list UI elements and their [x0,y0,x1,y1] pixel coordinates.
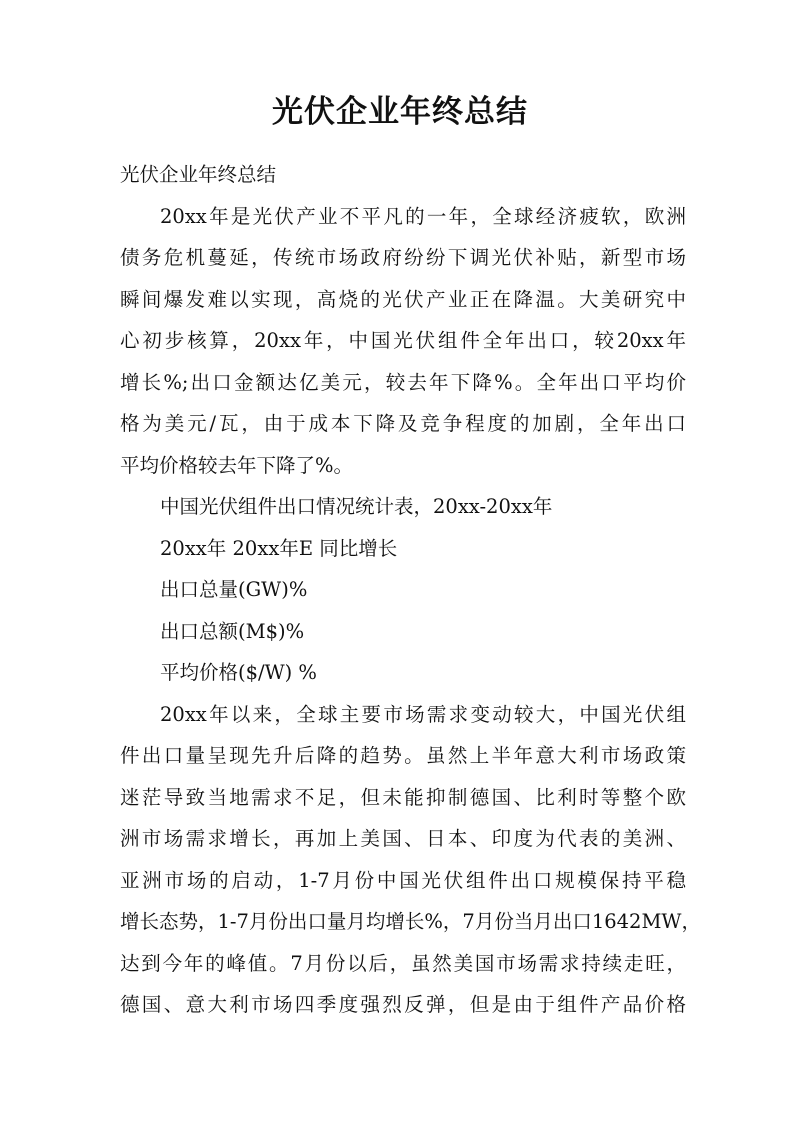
table-row: 出口总量(GW)% [160,578,308,601]
paragraph-2-line: 迷茫导致当地需求不足，但未能抑制德国、比利时等整个欧 [120,785,686,809]
document-title: 光伏企业年终总结 [272,94,528,130]
paragraph-1-line: 债务危机蔓延，传统市场政府纷纷下调光伏补贴，新型市场 [120,246,686,269]
paragraph-1-line: 20xx年是光伏产业不平凡的一年，全球经济疲软，欧洲 [160,204,686,228]
paragraph-1-line: 格为美元/瓦，由于成本下降及竞争程度的加剧，全年出口 [120,412,686,435]
table-caption: 中国光伏组件出口情况统计表，20xx-20xx年 [160,495,553,518]
table-row: 平均价格($/W) % [160,661,317,684]
paragraph-2-line: 德国、意大利市场四季度强烈反弹，但是由于组件产品价格 [120,993,686,1016]
paragraph-2-line: 增长态势，1-7月份出口量月均增长%，7月份当月出口1642MW， [120,910,701,933]
paragraph-2-line: 洲市场需求增长，再加上美国、日本、印度为代表的美洲、 [120,827,686,850]
paragraph-2-line: 20xx年以来，全球主要市场需求变动较大，中国光伏组 [160,702,686,726]
table-row: 出口总额(M$)% [160,619,305,643]
section-heading: 光伏企业年终总结 [120,163,277,186]
paragraph-1-line: 平均价格较去年下降了%。 [120,453,354,477]
paragraph-2-line: 达到今年的峰值。7月份以后，虽然美国市场需求持续走旺， [120,951,686,975]
table-header: 20xx年 20xx年E 同比增长 [160,536,398,560]
paragraph-1-line: 瞬间爆发难以实现，高烧的光伏产业正在降温。大美研究中 [120,287,686,311]
document-body [120,154,701,1026]
paragraph-2-line: 件出口量呈现先升后降的趋势。虽然上半年意大利市场政策 [120,744,686,767]
paragraph-2-line: 亚洲市场的启动，1-7月份中国光伏组件出口规模保持平稳 [120,868,686,892]
paragraph-1-line: 心初步核算，20xx年，中国光伏组件全年出口，较20xx年 [120,329,686,352]
paragraph-1-line: 增长%;出口金额达亿美元，较去年下降%。全年出口平均价 [120,370,686,394]
